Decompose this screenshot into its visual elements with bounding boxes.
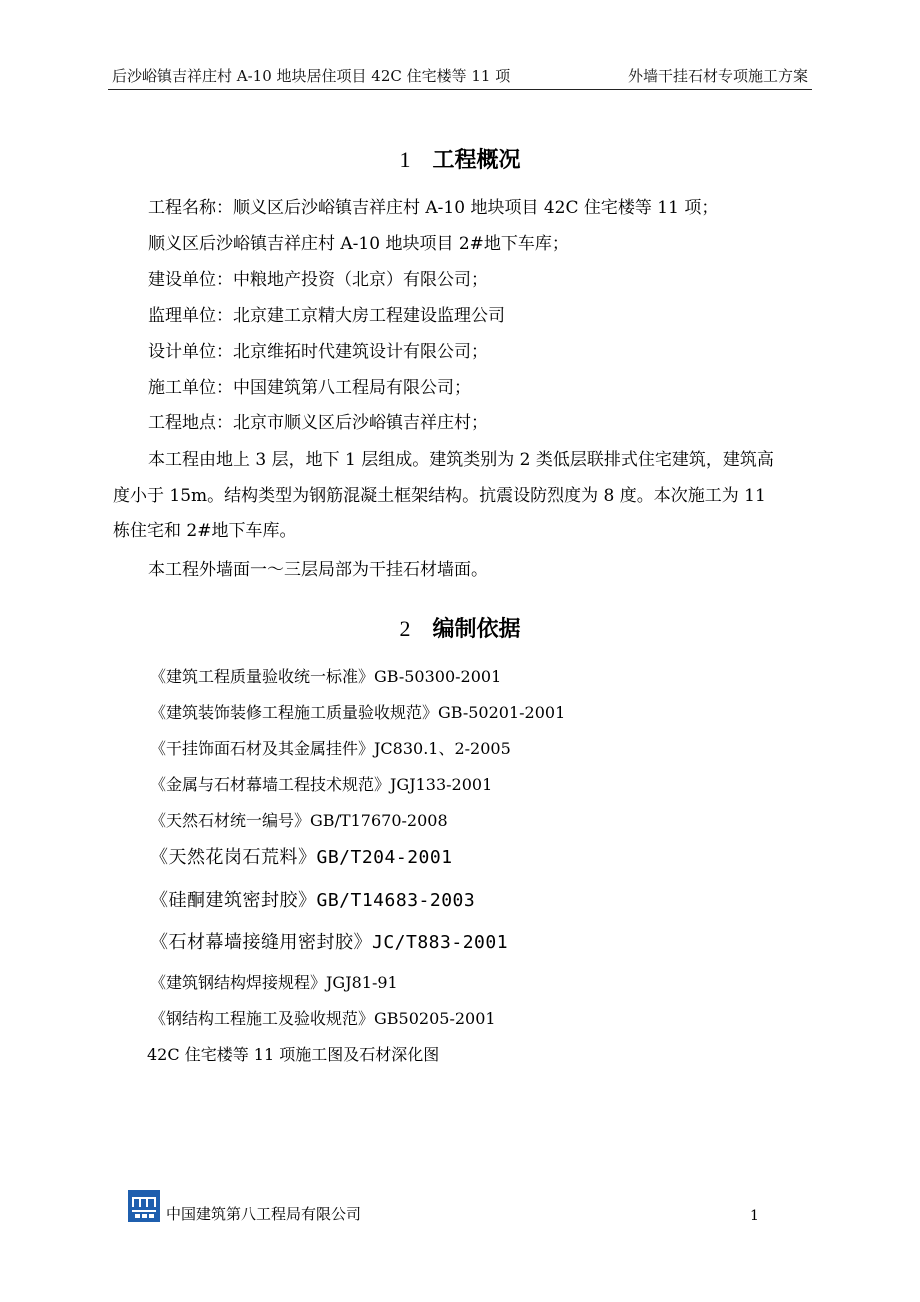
overview-paragraph-line-1: 本工程由地上 3 层，地下 1 层组成。建筑类别为 2 类低层联排式住宅建筑，建筑高 [148,450,774,470]
section-1-heading [0,146,920,175]
header-project-title: 后沙峪镇吉祥庄村 A-10 地块居住项目 42C 住宅楼等 11 项 [112,67,511,85]
reference-item: 《天然花岗石荒料》GB/T204-2001 [150,847,453,868]
supervisor-line: 监理单位：北京建工京精大房工程建设监理公司 [148,306,505,326]
owner-line: 建设单位：中粮地产投资（北京）有限公司； [148,270,488,290]
footer-company-name: 中国建筑第八工程局有限公司 [166,1205,362,1223]
reference-item: 《建筑装饰装修工程施工质量验收规范》GB-50201-2001 [150,703,566,722]
section-2-number: 2 [399,616,411,641]
reference-item: 《建筑工程质量验收统一标准》GB-50300-2001 [150,667,502,686]
designer-line: 设计单位：北京维拓时代建筑设计有限公司； [148,342,488,362]
header-divider [108,89,812,90]
reference-item: 《钢结构工程施工及验收规范》GB50205-2001 [150,1009,496,1028]
section-1-title: 工程概况 [432,148,521,173]
reference-item: 《建筑钢结构焊接规程》JGJ81-91 [150,973,398,992]
reference-item: 《干挂饰面石材及其金属挂件》JC830.1、2-2005 [150,739,511,758]
page-number: 1 [750,1208,759,1224]
reference-item: 《硅酮建筑密封胶》GB/T14683-2003 [150,890,476,911]
facade-note: 本工程外墙面一～三层局部为干挂石材墙面。 [148,560,488,580]
contractor-line: 施工单位：中国建筑第八工程局有限公司； [148,378,471,398]
location-line: 工程地点：北京市顺义区后沙峪镇吉祥庄村； [148,413,488,433]
header-document-title: 外墙干挂石材专项施工方案 [627,67,808,85]
reference-item: 《石材幕墙接缝用密封胶》JC/T883-2001 [150,932,509,953]
reference-item: 《金属与石材幕墙工程技术规范》JGJ133-2001 [150,775,493,794]
reference-item: 《天然石材统一编号》GB/T17670-2008 [150,811,448,830]
section-2-title: 编制依据 [432,617,521,642]
overview-paragraph-line-2: 度小于 15m。结构类型为钢筋混凝土框架结构。抗震设防烈度为 8 度。本次施工为 11 [113,486,766,506]
project-name-line: 工程名称：顺义区后沙峪镇吉祥庄村 A-10 地块项目 42C 住宅楼等 11 项； [148,198,719,218]
section-2-heading [0,615,920,644]
reference-item-drawings: 42C 住宅楼等 11 项施工图及石材深化图 [147,1045,440,1064]
overview-paragraph-line-3: 栋住宅和 2#地下车库。 [113,521,297,541]
company-logo-icon [128,1190,160,1222]
section-1-number: 1 [399,147,411,172]
project-name-line-2: 顺义区后沙峪镇吉祥庄村 A-10 地块项目 2#地下车库； [148,234,569,254]
